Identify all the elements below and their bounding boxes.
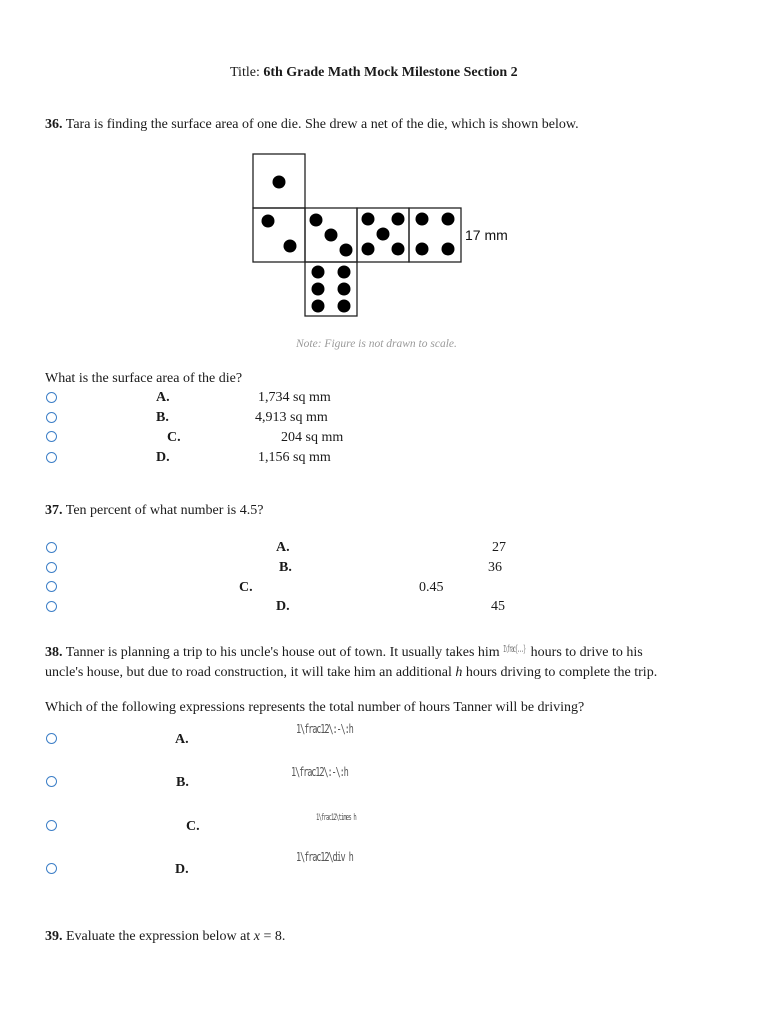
option-b-expression: 1\frac12\:-\:h (291, 765, 348, 779)
question-stem-part4: hours driving to complete the trip. (465, 665, 658, 680)
question-38-line1 (45, 646, 643, 660)
option-c-radio[interactable] (46, 431, 57, 442)
question-stem-part3: uncle's house, but due to road construction, it will take him an additional (45, 665, 452, 680)
option-a-letter: A. (156, 390, 170, 405)
option-a-radio[interactable] (46, 733, 57, 744)
option-d-letter: D. (276, 599, 290, 614)
option-c-letter: C. (186, 819, 200, 834)
option-a-letter: A. (276, 540, 290, 555)
question-stem-part1: Tanner is planning a trip to his uncle's house out of town. It usually takes him (65, 645, 500, 660)
question-stem-part2: = 8. (263, 929, 286, 944)
option-c-radio[interactable] (46, 820, 57, 831)
title-prefix: Title: (230, 65, 260, 80)
option-b-value: 36 (488, 560, 502, 575)
option-c-value: 204 sq mm (281, 430, 344, 445)
inline-math-expression: 1\frac{...} (503, 644, 526, 655)
question-stem: Ten percent of what number is 4.5? (65, 503, 264, 518)
option-b-radio[interactable] (46, 412, 57, 423)
option-a-value: 27 (492, 540, 506, 555)
option-c-expression: 1\frac12\times h (316, 813, 356, 823)
question-number: 36. (45, 117, 63, 132)
dimension-label: 17 mm (465, 227, 508, 243)
option-d-expression: 1\frac12\div h (296, 850, 353, 864)
option-a-value: 1,734 sq mm (258, 390, 331, 405)
option-a-radio[interactable] (46, 392, 57, 403)
page-title (230, 66, 518, 80)
option-a-expression: 1\frac12\:-\:h (296, 722, 353, 736)
option-b-letter: B. (279, 560, 292, 575)
question-36-text (45, 118, 579, 132)
question-number: 38. (45, 645, 63, 660)
net-face-1 (253, 208, 305, 262)
option-c-value: 0.45 (419, 580, 444, 595)
option-b-value: 4,913 sq mm (255, 410, 328, 425)
option-b-letter: B. (156, 410, 169, 425)
question-stem-part1: Evaluate the expression below at (66, 929, 251, 944)
option-a-radio[interactable] (46, 542, 57, 553)
option-b-radio[interactable] (46, 562, 57, 573)
question-number: 37. (45, 503, 63, 518)
option-d-value: 45 (491, 599, 505, 614)
question-38-line2 (45, 666, 657, 680)
option-a-letter: A. (175, 732, 189, 747)
option-d-radio[interactable] (46, 452, 57, 463)
question-number: 39. (45, 929, 63, 944)
die-net-figure (252, 153, 552, 323)
option-d-letter: D. (156, 450, 170, 465)
variable-x: x (253, 929, 260, 944)
option-c-radio[interactable] (46, 581, 57, 592)
option-b-radio[interactable] (46, 776, 57, 787)
variable-h: h (455, 665, 463, 680)
option-d-value: 1,156 sq mm (258, 450, 331, 465)
option-d-letter: D. (175, 862, 189, 877)
option-d-radio[interactable] (46, 601, 57, 612)
option-c-letter: C. (239, 580, 253, 595)
option-b-letter: B. (176, 775, 189, 790)
question-stem: Tara is finding the surface area of one die. She drew a net of the die, which is shown below. (65, 117, 579, 132)
question-36-prompt: What is the surface area of the die? (45, 371, 243, 386)
question-39-text (45, 930, 285, 944)
option-c-letter: C. (167, 430, 181, 445)
question-38-prompt: Which of the following expressions represents the total number of hours Tanner will be driving? (45, 700, 585, 715)
question-37-text (45, 504, 263, 518)
question-stem-part2: hours to drive to his (530, 645, 643, 660)
option-d-radio[interactable] (46, 863, 57, 874)
title-text: 6th Grade Math Mock Milestone Section 2 (263, 65, 518, 80)
figure-note: Note: Figure is not drawn to scale. (296, 338, 457, 350)
